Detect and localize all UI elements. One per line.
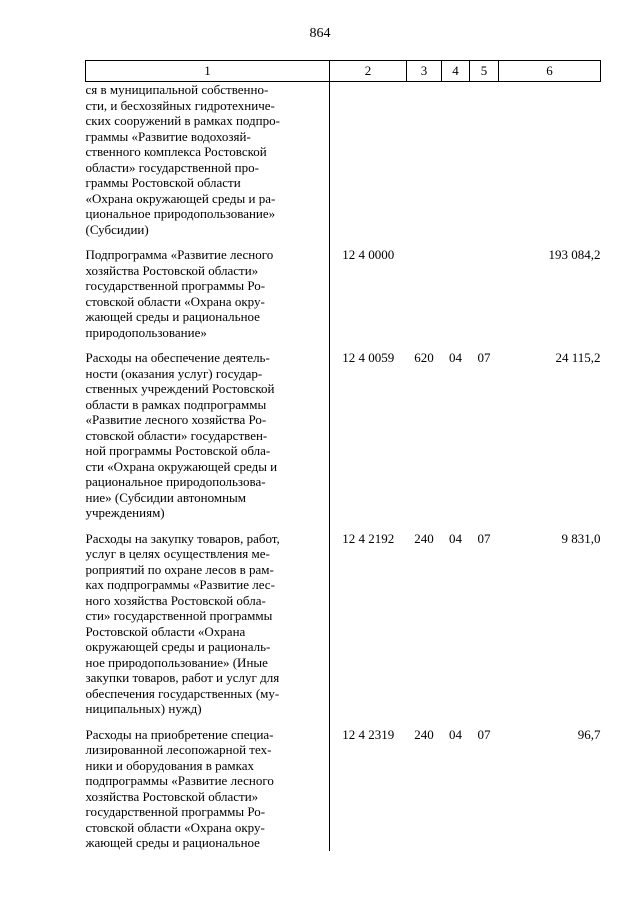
desc-line: «Охрана окружающей среды и ра- <box>85 190 276 206</box>
row-description <box>86 82 330 238</box>
table-row <box>86 247 601 340</box>
column-header-3: 3 <box>407 61 442 82</box>
desc-line: Расходы на приобретение специа- <box>85 726 274 742</box>
desc-line: «Развитие лесного хозяйства Ро- <box>85 412 267 427</box>
desc-line: Подпрограмма «Развитие лесного <box>85 247 274 262</box>
desc-line: хозяйства Ростовской области» <box>85 262 259 278</box>
row-vr: 240 <box>414 726 434 742</box>
row-description <box>86 727 330 851</box>
row-rz: 04 <box>449 726 462 742</box>
desc-line: государственной программы Ро- <box>85 804 266 819</box>
column-header-2: 2 <box>330 61 407 82</box>
row-vr <box>407 82 442 238</box>
desc-line: услуг в целях осуществления ме- <box>85 546 270 561</box>
desc-line: ной программы Ростовской обла- <box>85 443 271 458</box>
row-code: 12 4 0000 <box>342 247 395 262</box>
desc-line: ники и оборудования в рамках <box>85 757 255 773</box>
row-sum: 193 084,2 <box>548 247 601 262</box>
desc-line: (Субсидии) <box>85 221 149 237</box>
row-code: 12 4 2192 <box>342 530 395 546</box>
row-pr <box>470 247 499 340</box>
row-rz <box>442 82 470 238</box>
row-rz: 04 <box>449 350 462 365</box>
row-sum: 24 115,2 <box>555 350 601 365</box>
row-gap <box>86 237 601 247</box>
desc-line: ние» (Субсидии автономным <box>85 489 247 505</box>
row-pr <box>470 82 499 238</box>
desc-line: граммы «Развитие водохозяй- <box>85 128 251 144</box>
row-description <box>86 247 330 340</box>
row-gap <box>86 521 601 531</box>
row-sum: 96,7 <box>577 726 601 742</box>
table-row <box>86 531 601 717</box>
row-code: 12 4 2319 <box>342 726 395 742</box>
table-row <box>86 727 601 851</box>
desc-line: жающей среды и рациональное <box>85 835 260 850</box>
desc-line: лизированной лесопожарной тех- <box>85 742 272 757</box>
desc-line: жающей среды и рациональное <box>85 309 260 324</box>
desc-line: ного хозяйства Ростовской обла- <box>85 592 266 608</box>
table-header-row <box>86 61 601 82</box>
row-pr: 07 <box>477 530 491 546</box>
desc-line: ся в муниципальной собственно- <box>85 82 269 97</box>
desc-line: ности (оказания услуг) государ- <box>85 365 263 381</box>
desc-line: стовской области «Охрана окру- <box>85 293 265 309</box>
row-description <box>86 350 330 521</box>
budget-table <box>85 60 601 851</box>
row-gap <box>86 340 601 350</box>
column-header-4: 4 <box>442 61 470 82</box>
desc-line: области в рамках подпрограммы <box>85 396 267 412</box>
column-header-1: 1 <box>86 61 330 82</box>
row-pr: 07 <box>477 726 491 742</box>
row-gap <box>86 717 601 727</box>
row-sum <box>499 82 601 238</box>
row-rz: 04 <box>449 530 462 546</box>
row-vr: 240 <box>414 530 434 546</box>
row-sum: 9 831,0 <box>561 530 601 546</box>
desc-line: Расходы на обеспечение деятель- <box>85 350 270 365</box>
desc-line: сти, и бесхозяйных гидротехниче- <box>85 97 275 113</box>
desc-line: ное природопользование» (Иные <box>85 654 268 670</box>
desc-line: подпрограммы «Развитие лесного <box>85 773 274 788</box>
desc-line: роприятий по охране лесов в рам- <box>85 561 274 577</box>
row-rz <box>442 247 470 340</box>
desc-line: закупки товаров, работ и услуг для <box>85 670 280 685</box>
desc-line: ниципальных) нужд) <box>85 701 202 716</box>
desc-line: рациональное природопользова- <box>85 474 266 489</box>
row-pr: 07 <box>477 350 491 365</box>
desc-line: Расходы на закупку товаров, работ, <box>85 530 280 546</box>
desc-line: сти «Охрана окружающей среды и <box>85 458 278 474</box>
desc-line: Ростовской области «Охрана <box>85 623 246 639</box>
desc-line: окружающей среды и рациональ- <box>85 639 271 654</box>
row-vr: 620 <box>414 350 434 365</box>
desc-line: ственных учреждений Ростовской <box>85 381 275 396</box>
desc-line: природопользование» <box>85 324 207 340</box>
desc-line: стовской области» государствен- <box>85 427 268 443</box>
desc-line: государственной программы Ро- <box>85 278 266 293</box>
desc-line: циональное природопользование» <box>85 206 276 221</box>
desc-line: стовской области «Охрана окру- <box>85 819 265 835</box>
desc-line: хозяйства Ростовской области» <box>85 788 259 804</box>
desc-line: учреждениям) <box>85 505 165 520</box>
desc-line: ственного комплекса Ростовской <box>85 144 267 159</box>
desc-line: сти» государственной программы <box>85 608 273 623</box>
desc-line: граммы Ростовской области <box>85 175 241 190</box>
table-row <box>86 350 601 521</box>
row-code: 12 4 0059 <box>342 350 395 365</box>
row-vr <box>407 247 442 340</box>
page-number: 864 <box>309 26 331 41</box>
column-header-5: 5 <box>470 61 499 82</box>
desc-line: обеспечения государственных (му- <box>85 685 280 701</box>
column-header-6: 6 <box>499 61 601 82</box>
row-code <box>330 82 407 238</box>
table-row <box>86 82 601 238</box>
desc-line: области» государственной про- <box>85 159 259 175</box>
desc-line: ках подпрограммы «Развитие лес- <box>85 577 275 592</box>
desc-line: ских сооружений в рамках подпро- <box>85 113 280 128</box>
row-description <box>86 531 330 717</box>
